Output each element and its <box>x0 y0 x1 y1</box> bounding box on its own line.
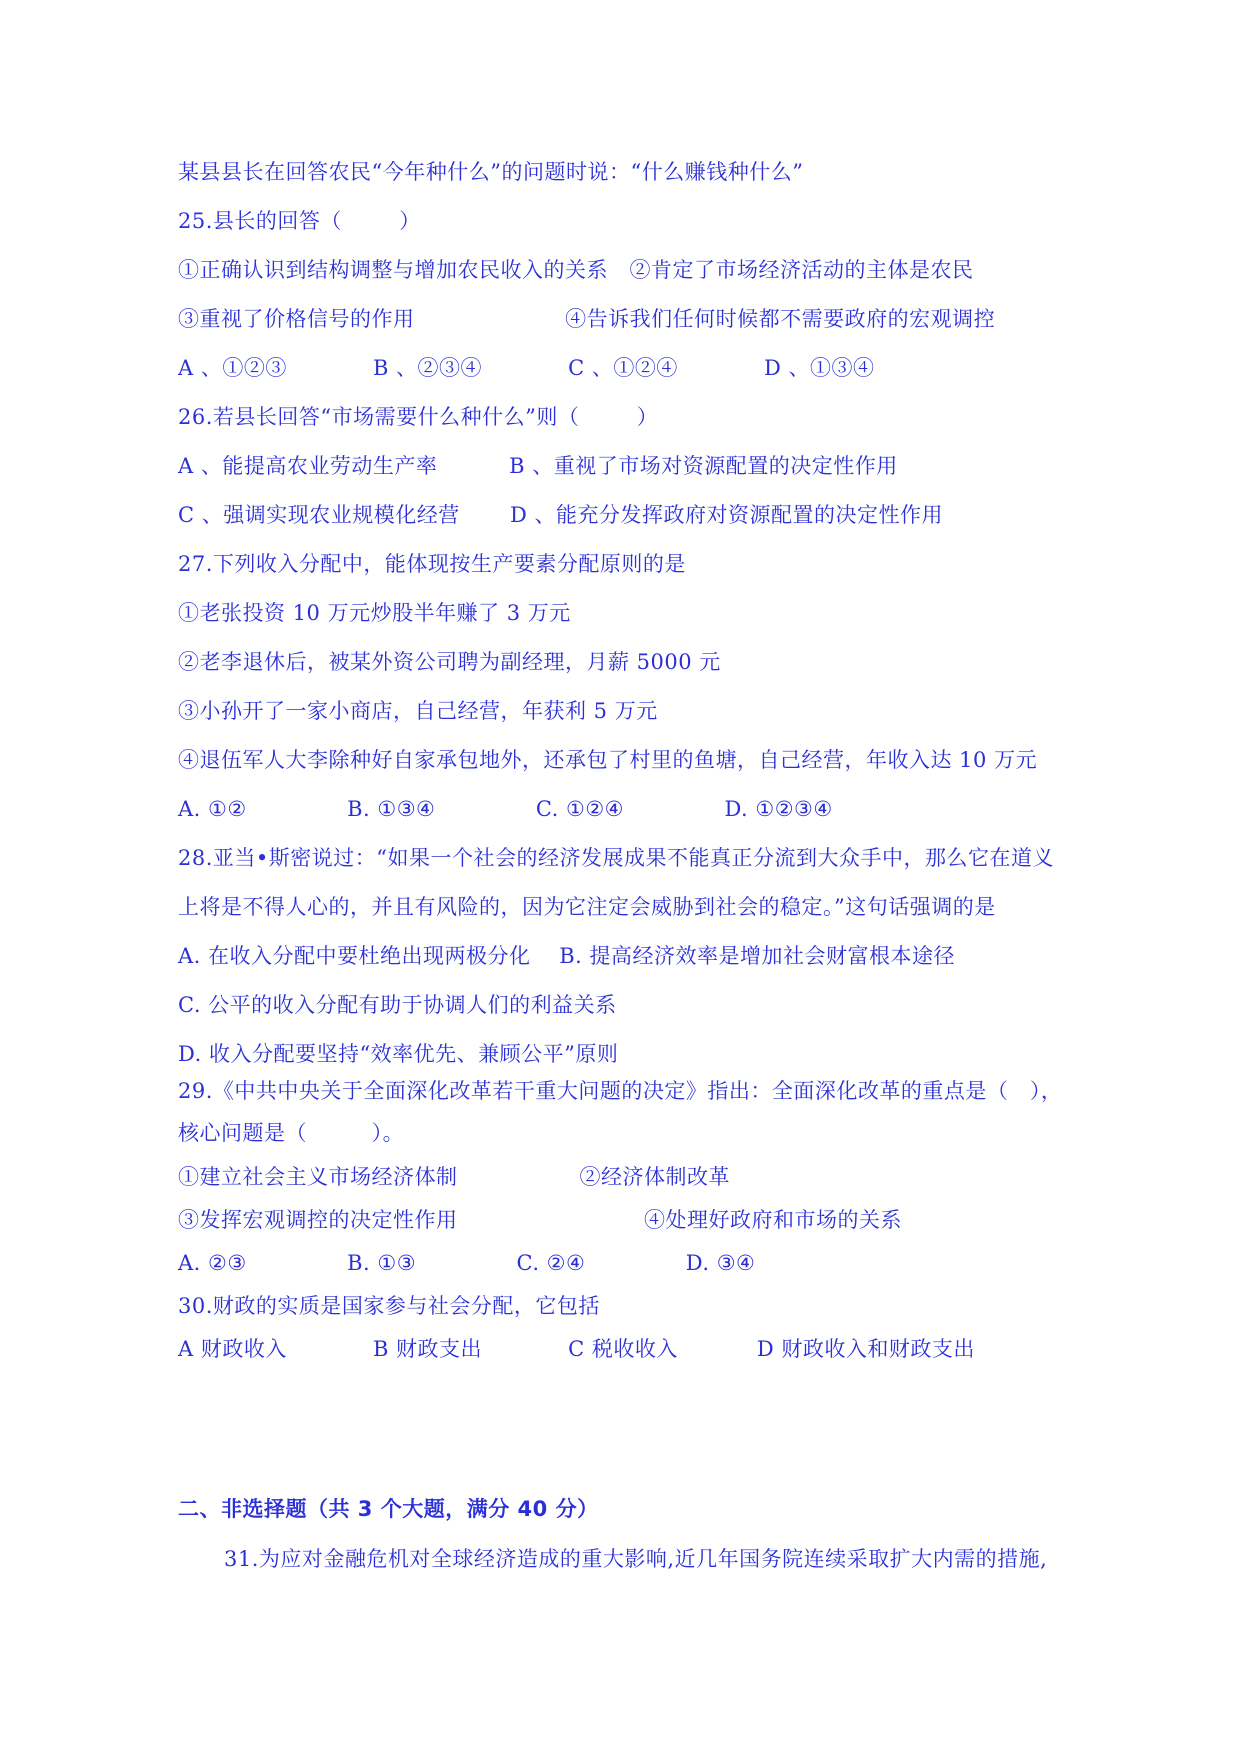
q25-choices: A 、①②③ B 、②③④ C 、①②④ D 、①③④ <box>178 356 875 380</box>
q29-choices: A. ②③ B. ①③ C. ②④ D. ③④ <box>178 1251 756 1275</box>
q28-choices-ab: A. 在收入分配中要杜绝出现两极分化 B. 提高经济效率是增加社会财富根本途径 <box>178 944 955 968</box>
q27-option-1: ①老张投资 10 万元炒股半年赚了 3 万元 <box>178 601 571 625</box>
q28-choice-d: D. 收入分配要坚持“效率优先、兼顾公平”原则 <box>178 1042 619 1066</box>
question-26: 26.若县长回答“市场需要什么种什么”则（ ） <box>178 405 659 429</box>
q25-options-1-2: ①正确认识到结构调整与增加农民收入的关系 ②肯定了市场经济活动的主体是农民 <box>178 258 974 282</box>
q29-options-3-4: ③发挥宏观调控的决定性作用 ④处理好政府和市场的关系 <box>178 1208 903 1232</box>
q27-choices: A. ①② B. ①③④ C. ①②④ D. ①②③④ <box>178 797 833 821</box>
section-heading: 二、非选择题（共 3 个大题，满分 40 分） <box>178 1497 599 1521</box>
q26-choices-cd: C 、强调实现农业规模化经营 D 、能充分发挥政府对资源配置的决定性作用 <box>178 503 943 527</box>
intro-text: 某县县长在回答农民“今年种什么”的问题时说：“什么赚钱种什么” <box>178 160 804 184</box>
q27-option-3: ③小孙开了一家小商店，自己经营，年获利 5 万元 <box>178 699 658 723</box>
q29-options-1-2: ①建立社会主义市场经济体制 ②经济体制改革 <box>178 1165 730 1189</box>
q27-option-4: ④退伍军人大李除种好自家承包地外，还承包了村里的鱼塘，自己经营，年收入达 10 万元 <box>178 748 1038 772</box>
q28-choice-c: C. 公平的收入分配有助于协调人们的利益关系 <box>178 993 617 1017</box>
question-29-line-1: 29.《中共中央关于全面深化改革若干重大问题的决定》指出：全面深化改革的重点是（ ）， <box>178 1079 1063 1103</box>
q27-option-2: ②老李退休后，被某外资公司聘为副经理，月薪 5000 元 <box>178 650 721 674</box>
question-28-line-1: 28.亚当•斯密说过：“如果一个社会的经济发展成果不能真正分流到大众手中，那么它在道义 <box>178 846 1055 870</box>
question-28-line-2: 上将是不得人心的，并且有风险的，因为它注定会威胁到社会的稳定。”这句话强调的是 <box>178 895 996 919</box>
q30-choices: A 财政收入 B 财政支出 C 税收收入 D 财政收入和财政支出 <box>178 1337 975 1361</box>
q25-options-3-4: ③重视了价格信号的作用 ④告诉我们任何时候都不需要政府的宏观调控 <box>178 307 996 331</box>
question-27: 27.下列收入分配中，能体现按生产要素分配原则的是 <box>178 552 686 576</box>
q26-choices-ab: A 、能提高农业劳动生产率 B 、重视了市场对资源配置的决定性作用 <box>178 454 898 478</box>
question-31: 31.为应对金融危机对全球经济造成的重大影响,近几年国务院连续采取扩大内需的措施, <box>224 1547 1048 1571</box>
question-30: 30.财政的实质是国家参与社会分配，它包括 <box>178 1294 600 1318</box>
question-25: 25.县长的回答（ ） <box>178 209 421 233</box>
question-29-line-2: 核心问题是（ ）。 <box>178 1121 405 1145</box>
